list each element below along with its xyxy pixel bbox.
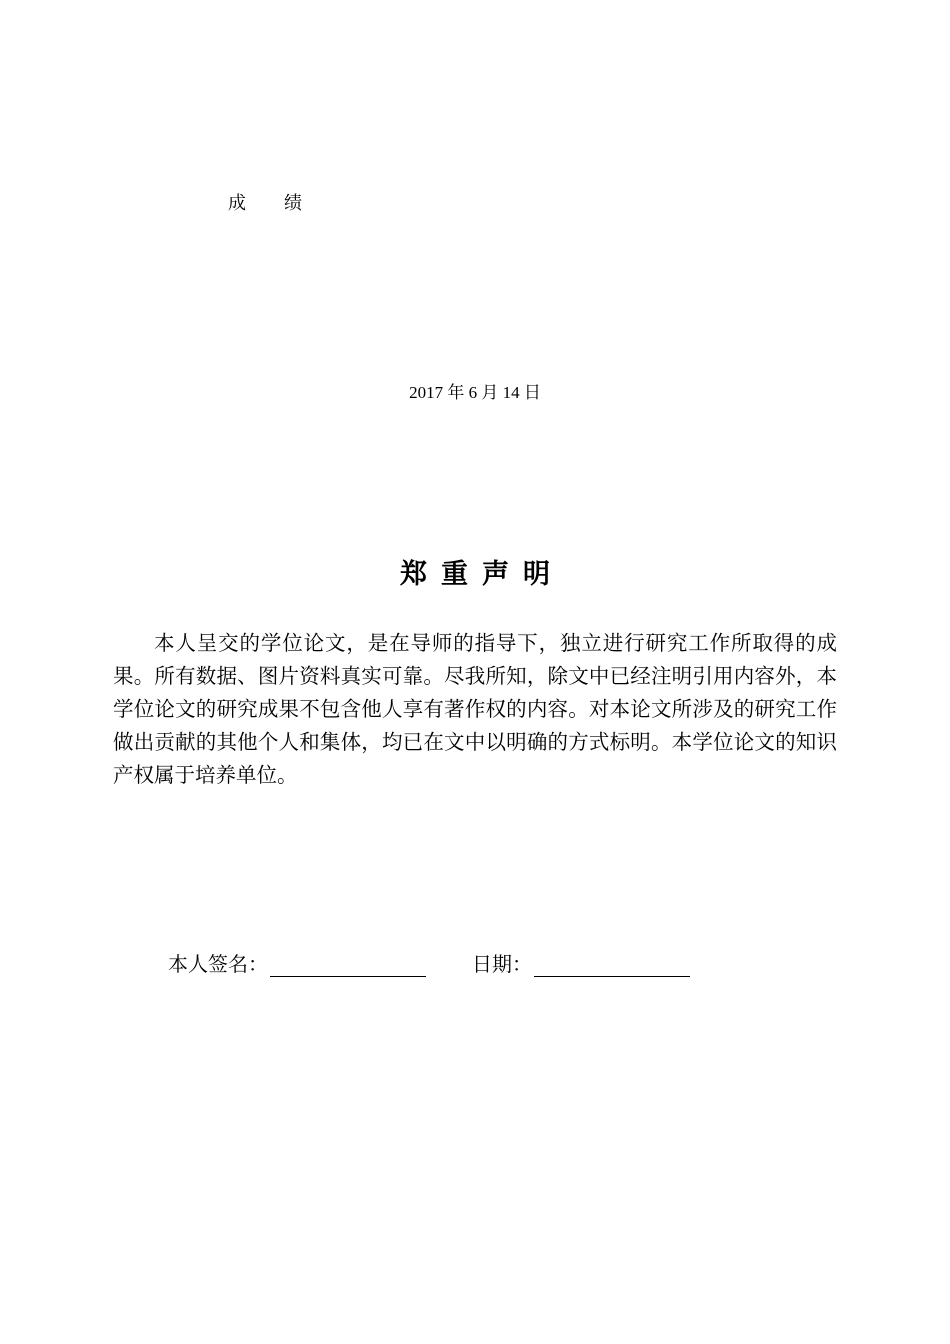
document-date: 2017 年 6 月 14 日 <box>409 383 541 402</box>
declaration-body: 本人呈交的学位论文，是在导师的指导下，独立进行研究工作所取得的成果。所有数据、图片资料真实可靠。尽我所知，除文中已经注明引用内容外，本学位论文的研究成果不包含他人享有著作权的内容。对本论文所涉及的研究工作做出贡献的其他个人和集体，均已在文中以明确的方式标明。本学位论文的知识产权属于培养单位。 <box>113 631 837 787</box>
declaration-title: 郑重声明 <box>400 559 564 590</box>
signature-row <box>168 948 690 977</box>
signer-label: 本人签名： <box>168 952 268 976</box>
grade-label: 成绩 <box>228 193 340 214</box>
date-label: 日期： <box>472 952 532 976</box>
signature-field[interactable] <box>270 952 426 977</box>
date-field[interactable] <box>534 952 690 977</box>
